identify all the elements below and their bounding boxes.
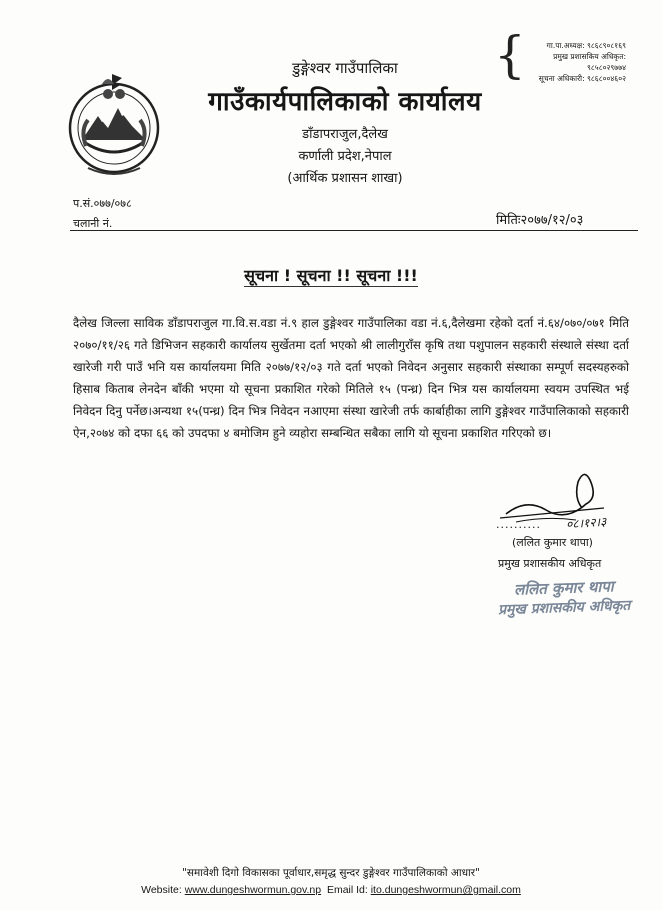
contact-list [516,40,626,84]
email-label: Email Id: [326,884,368,896]
email-link[interactable]: ito.dungeshwormun@gmail.com [370,884,521,896]
signature-date: ०८।१२।३ [565,514,607,532]
website-label: Website: [141,884,182,896]
brace-icon: { [494,26,526,84]
contact-line: प्रमुख प्रशासकिय अधिकृत: [553,52,626,61]
notice-title-text: सूचना ! सूचना !! सूचना !!! [244,266,418,285]
contact-line: गा.पा.अध्यक्ष: ९८६८९०८१६९ [546,41,626,50]
reference-number: प.सं.०७७/०७८ [73,197,132,210]
address-line-1: डाँडापराजुल,दैलेख [302,127,388,142]
stamp-title: प्रमुख प्रशासकीय अधिकृत [497,597,631,619]
website-link[interactable]: www.dungeshwormun.gov.np [184,884,322,896]
notice-title [0,264,662,286]
address-line-2: कर्णाली प्रदेश,नेपाल [298,149,392,164]
signature-dots: .......... [496,518,541,531]
signer-name: (ललित कुमार थापा) [512,536,593,549]
contact-line: ९८५८०२९७७४ [587,63,626,72]
nepal-emblem-icon [58,70,170,182]
dispatch-number: चलानी नं. [73,217,113,230]
letter-date: मितिः२०७७/१२/०३ [496,213,584,228]
notice-body: दैलेख जिल्ला साविक डाँडापराजुल गा.वि.स.वडा नं.९ हाल डुङ्गेश्वर गाउँपालिका वडा नं.६,दैलेखमा रहेको दर्ता नं.६४/०७०/०७१ मिति २०७०/११/२६ गते डिभिजन सहकारी कार्यालय सुर्खेतमा दर्ता भएको श्री लालीगुराँस कृषि तथा पशुपालन सहकारी संस्थाले संस्था दर्ता खारेजी गरी पाउँ भनि यस कार्यालयमा मिति २०७७/१२/०३ गते दर्ता भएको निवेदन अनुसार सहकारी संस्थाका सम्पूर्ण सदस्यहरुको हिसाब किताब लेनदेन बाँकी भएमा यो सूचना प्रकाशित गरेको मितिले १५ (पन्ध्र) दिन भित्र यस कार्यालयमा स्वयम उपस्थित भई निवेदन दिनु पर्नेछ।अन्यथा १५(पन्ध्र) दिन भित्र निवेदन नआएमा संस्था खारेजी तर्फ कार्बाहीका लागि डुङ्गेश्वर गाउँपालिकाको सहकारी ऐन,२०७४ को दफा ६६ को उपदफा ४ बमोजिम हुने व्यहोरा सम्बन्धित सबैका लागि यो सूचना प्रकाशित गरिएको छ। [73,316,629,440]
municipality-name: डुङ्गेश्वर गाउँपालिका [292,59,398,77]
header-divider [70,230,638,231]
footer-slogan: "समावेशी दिगो विकासका पूर्वाधार,समृद्ध सुन्दर डुङ्गेश्वर गाउँपालिकाको आधार" [182,867,480,879]
contact-line: सूचना अधिकारी: ९८६८००४६०२ [538,74,626,83]
stamp-name: ललित कुमार थापा [513,577,614,599]
office-name: गाउँकार्यपालिकाको कार्यालय [208,87,482,117]
footer-contact [0,884,662,896]
signer-title: प्रमुख प्रशासकीय अधिकृत [498,557,602,570]
section-name: (आर्थिक प्रशासन शाखा) [287,171,403,186]
